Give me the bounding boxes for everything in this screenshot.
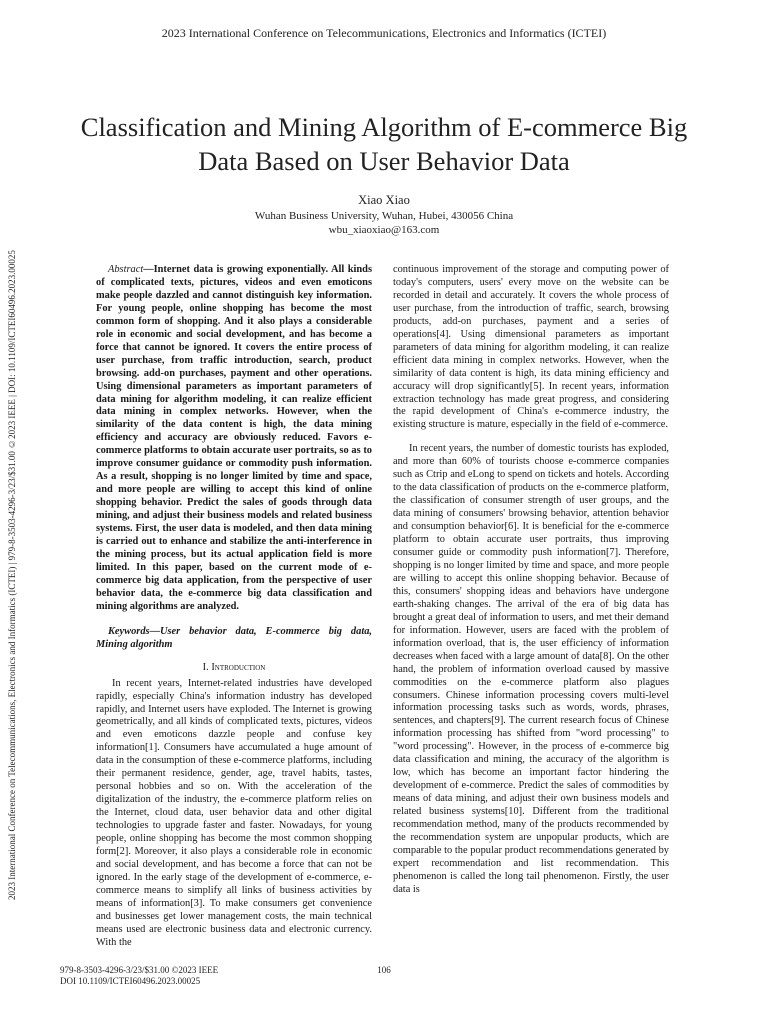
keywords-text: User behavior data, E-commerce big data, Mining algorithm: [96, 625, 372, 650]
conference-header: 2023 International Conference on Telecommunications, Electronics and Informatics (ICTEI): [161, 26, 607, 40]
keywords-dash: —: [149, 625, 160, 637]
paper-title: Classification and Mining Algorithm of E-commerce Big Data Based on User Behavior Data: [80, 112, 688, 176]
page-number: 106: [377, 965, 391, 975]
left-column: [96, 264, 372, 950]
side-margin-citation: 2023 International Conference on Telecommunications, Electronics and Informatics (ICTEI) | 979-8-3503-4296-3/23/$31.00 ©2023 IEEE | DOI: 10.1109/ICTEI60496.2023.00025: [7, 250, 17, 900]
right-paragraph-2: In recent years, the number of domestic tourists has exploded, and more than 60% of tourists choose e-commerce companies such as Ctrip and eLong to spend on tickets and hotels. According to the data classification of products on the e-commerce platform, the classification of consumer strength of user groups, and the data mining of consumers' browsing behavior, attention behavior and consumption behavior[6]. It is beneficial for the e-commerce platform to obtain accurate user portraits, thus improving consumer guide or commodity push information[7]. Therefore, shopping is no longer limited by time and space, and more people are willing to accept this online shopping behavior. Because of this, consumers' shopping ideas and behaviors have undergone earth-shaking changes. The arrival of the era of big data has brought a great deal of information to users, and met their demand for information. However, users are faced with the problem of information overload, that is, the user efficiency of information decreases when faced with a large amount of data[8]. On the other hand, the problem of information overload caused by massive commodities on the e-commerce platform also plagues consumers. Chinese information processing covers multi-level information processing tasks such as words, words, phrases, sentences, and chapters[9]. The current research focus of Chinese information processing has shifted from "word processing" to "word processing". However, in the process of e-commerce big data classification and mining, the accuracy of the algorithm is low, which has become an important factor hindering the development of e-commerce. Predict the sales of commodities by means of data mining, and adjust their own business models and related business systems[10]. Different from the traditional recommendation method, many of the products recommended by the recommendation system are unpopular products, which are comparable to the popular product recommendations generated by expert recommendation and list recommendation. This phenomenon is called the long tail phenomenon. Firstly, the user data is: [393, 443, 669, 895]
author-name: Xiao Xiao: [358, 193, 410, 207]
footer-isbn: 979-8-3503-4296-3/23/$31.00 ©2023 IEEE: [60, 965, 219, 975]
author-email[interactable]: wbu_xiaoxiao@163.com: [328, 224, 440, 236]
abstract-text: Internet data is growing exponentially. All kinds of complicated texts, pictures, videos and even emoticons make people dazzled and cannot distinguish key information. For young people, online shopping has become the most common form of shopping. And it also plays a considerable role in economic and social development, and has become a force that cannot be ignored. It covers the entire process of user purchase, from traffic introduction, search, product browsing. add-on purchases, payment and other operations. Using dimensional parameters as important parameters of data mining for algorithm modeling, it can realize efficient data mining in complex networks. However, when the similarity of the data content is high, the data mining efficiency and accuracy are obviously reduced. Favors e-commerce platforms to obtain accurate user portraits, so as to improve consumer guidance or commodity push information. As a result, shopping is no longer limited by time and space, and more people are willing to accept this kind of online shopping behavior. Predict the sales of goods through data mining, and adjust their business models and related business systems. First, the user data is modeled, and then data mining is carried out to enhance and stabilize the anti-interference in the mining process, but its actual application field is more limited. In this paper, based on the current mode of e-commerce big data application, from the perspective of user behavior data, the e-commerce big data classification and mining algorithms are analyzed.: [96, 264, 372, 612]
abstract-dash: —: [143, 264, 154, 275]
abstract-label: Abstract: [108, 264, 144, 275]
section-number: I.: [202, 661, 209, 673]
right-column: [393, 264, 669, 897]
keywords: [96, 626, 372, 652]
abstract: [96, 264, 372, 614]
introduction-paragraph: In recent years, Internet-related industries have developed rapidly, especially China's information industry has developed rapidly, and Internet users have exploded. The Internet is growing geometrically, and all kinds of complicated texts, pictures, videos and even emoticons dazzle people and confuse key information[1]. Consumers have accumulated a huge amount of data in the consumption of these e-commerce platforms, including their permanent residence, gender, age, travel habits, tastes, personal hobbies and so on. With the acceleration of the digitalization of the industry, the e-commerce platform relies on the Internet, cloud data, user behavior data and other digital technologies to upgrade faster and faster. Nowadays, for young people, online shopping has become the most common shopping form[2]. Moreover, it also plays a considerable role in economic and social development, and has become a force that can not be ignored. In the early stage of the development of e-commerce, e-commerce means to simplify all links of business activities by means of information[3]. To make consumers get convenience and businesses get lower management costs, the main technical means used are electronic business data and electronic currency. With the: [96, 677, 372, 948]
section-first-letter: I: [211, 661, 215, 673]
author-affiliation: Wuhan Business University, Wuhan, Hubei, 430056 China: [254, 210, 514, 222]
right-paragraph-1: continuous improvement of the storage and computing power of today's computers, users' every move on the website can be recorded in detail and accurately. It covers the whole process of user purchase, from the introduction of traffic, search, browsing products, add-on purchases, payment and a series of operations[4]. Using dimensional parameters as important parameters of data mining for algorithm modeling, it can realize efficient data mining in complex networks. However, when the similarity of data content is high, its data mining efficiency and accuracy will drop significantly[5]. In recent years, information extraction technology has made great progress, and considering the rapid development of China's e-commerce industry, the existing structure is mature, especially in the field of e-commerce.: [393, 264, 669, 431]
author-block: [0, 192, 768, 237]
footer-doi: DOI 10.1109/ICTEI60496.2023.00025: [60, 976, 201, 986]
section-title-rest: ntroduction: [214, 661, 266, 673]
keywords-label: Keywords: [108, 625, 150, 637]
section-heading-introduction: [96, 662, 372, 675]
